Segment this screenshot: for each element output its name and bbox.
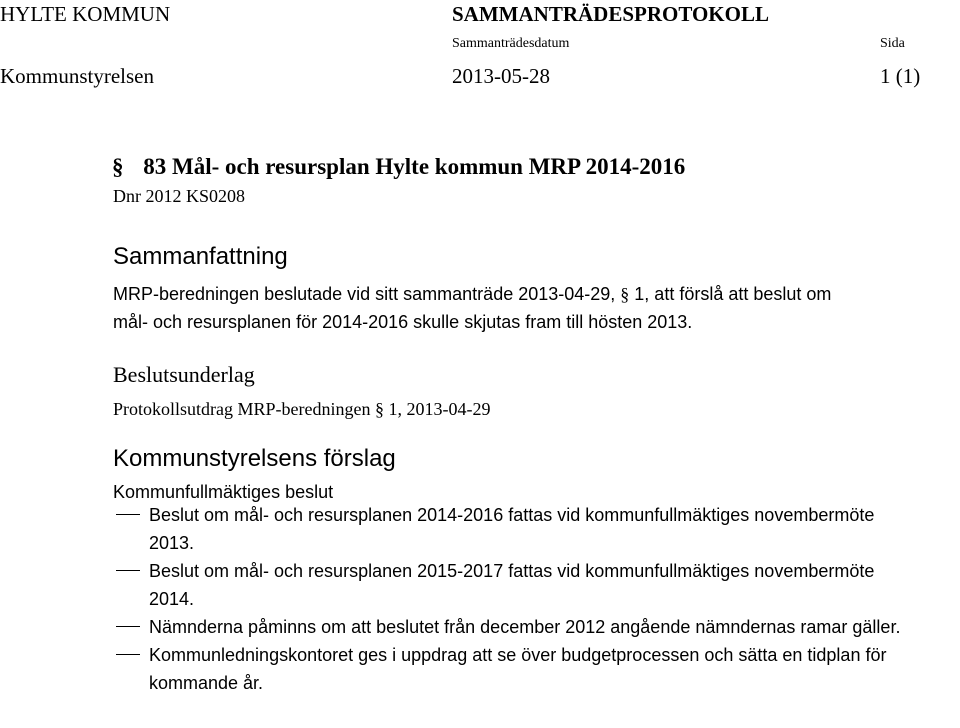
- item-title: 83 Mål- och resursplan Hylte kommun MRP 2014-2016: [143, 154, 686, 179]
- committee-name: Kommunstyrelsen: [0, 64, 154, 88]
- list-item-text: Nämnderna påminns om att beslutet från december 2012 angående nämndernas ramar gäller.: [149, 617, 901, 637]
- basis-text-a: Protokollsutdrag MRP-beredningen: [113, 399, 375, 419]
- summary-heading: Sammanfattning: [113, 243, 288, 270]
- basis-section-sign: §: [374, 399, 384, 419]
- summary-line-2: mål- och resursplanen för 2014-2016 skulle skjutas fram till hösten 2013.: [113, 312, 693, 332]
- dash-bullet: [116, 654, 140, 655]
- dash-bullet: [116, 570, 140, 571]
- basis-heading: Beslutsunderlag: [113, 362, 255, 387]
- page-label: Sida: [880, 36, 905, 51]
- basis-text-b: 1, 2013-04-29: [383, 399, 491, 419]
- list-item-text: Beslut om mål- och resursplanen 2015-2017 fattas vid kommunfullmäktiges novembermöte 2014.: [149, 561, 875, 609]
- summary-line-1-text-a: MRP-beredningen beslutade vid sitt sammanträde 2013-04-29,: [113, 284, 621, 304]
- item-title-row: [112, 154, 685, 180]
- summary-line-1-text-b: 1, att förslå att beslut om: [629, 284, 832, 304]
- list-item: [113, 557, 909, 613]
- basis-text: [113, 395, 490, 423]
- meeting-date: 2013-05-28: [452, 64, 550, 88]
- list-item-text: Kommunledningskontoret ges i uppdrag att se över budgetprocessen och sätta en tidplan för kommande år.: [149, 645, 887, 693]
- dash-bullet: [116, 626, 140, 627]
- section-sign: §: [112, 154, 124, 179]
- diary-number: Dnr 2012 KS0208: [113, 186, 246, 206]
- org-name: HYLTE KOMMUN: [0, 2, 171, 26]
- summary-section-sign: §: [620, 284, 630, 304]
- proposal-heading: Kommunstyrelsens förslag: [113, 445, 396, 472]
- decision-list: [113, 501, 953, 697]
- page-number: 1 (1): [880, 64, 921, 88]
- list-item-text: Beslut om mål- och resursplanen 2014-2016 fattas vid kommunfullmäktiges novembermöte 2013.: [149, 505, 875, 553]
- meeting-date-label: Sammanträdesdatum: [452, 36, 570, 51]
- document-type: SAMMANTRÄDESPROTOKOLL: [452, 2, 769, 26]
- list-item: [113, 641, 909, 697]
- dash-bullet: [116, 514, 140, 515]
- list-item: [113, 501, 909, 557]
- proposal-subheading: Kommunfullmäktiges beslut: [113, 482, 334, 502]
- summary-line-1: [113, 280, 831, 308]
- list-item: [113, 613, 909, 641]
